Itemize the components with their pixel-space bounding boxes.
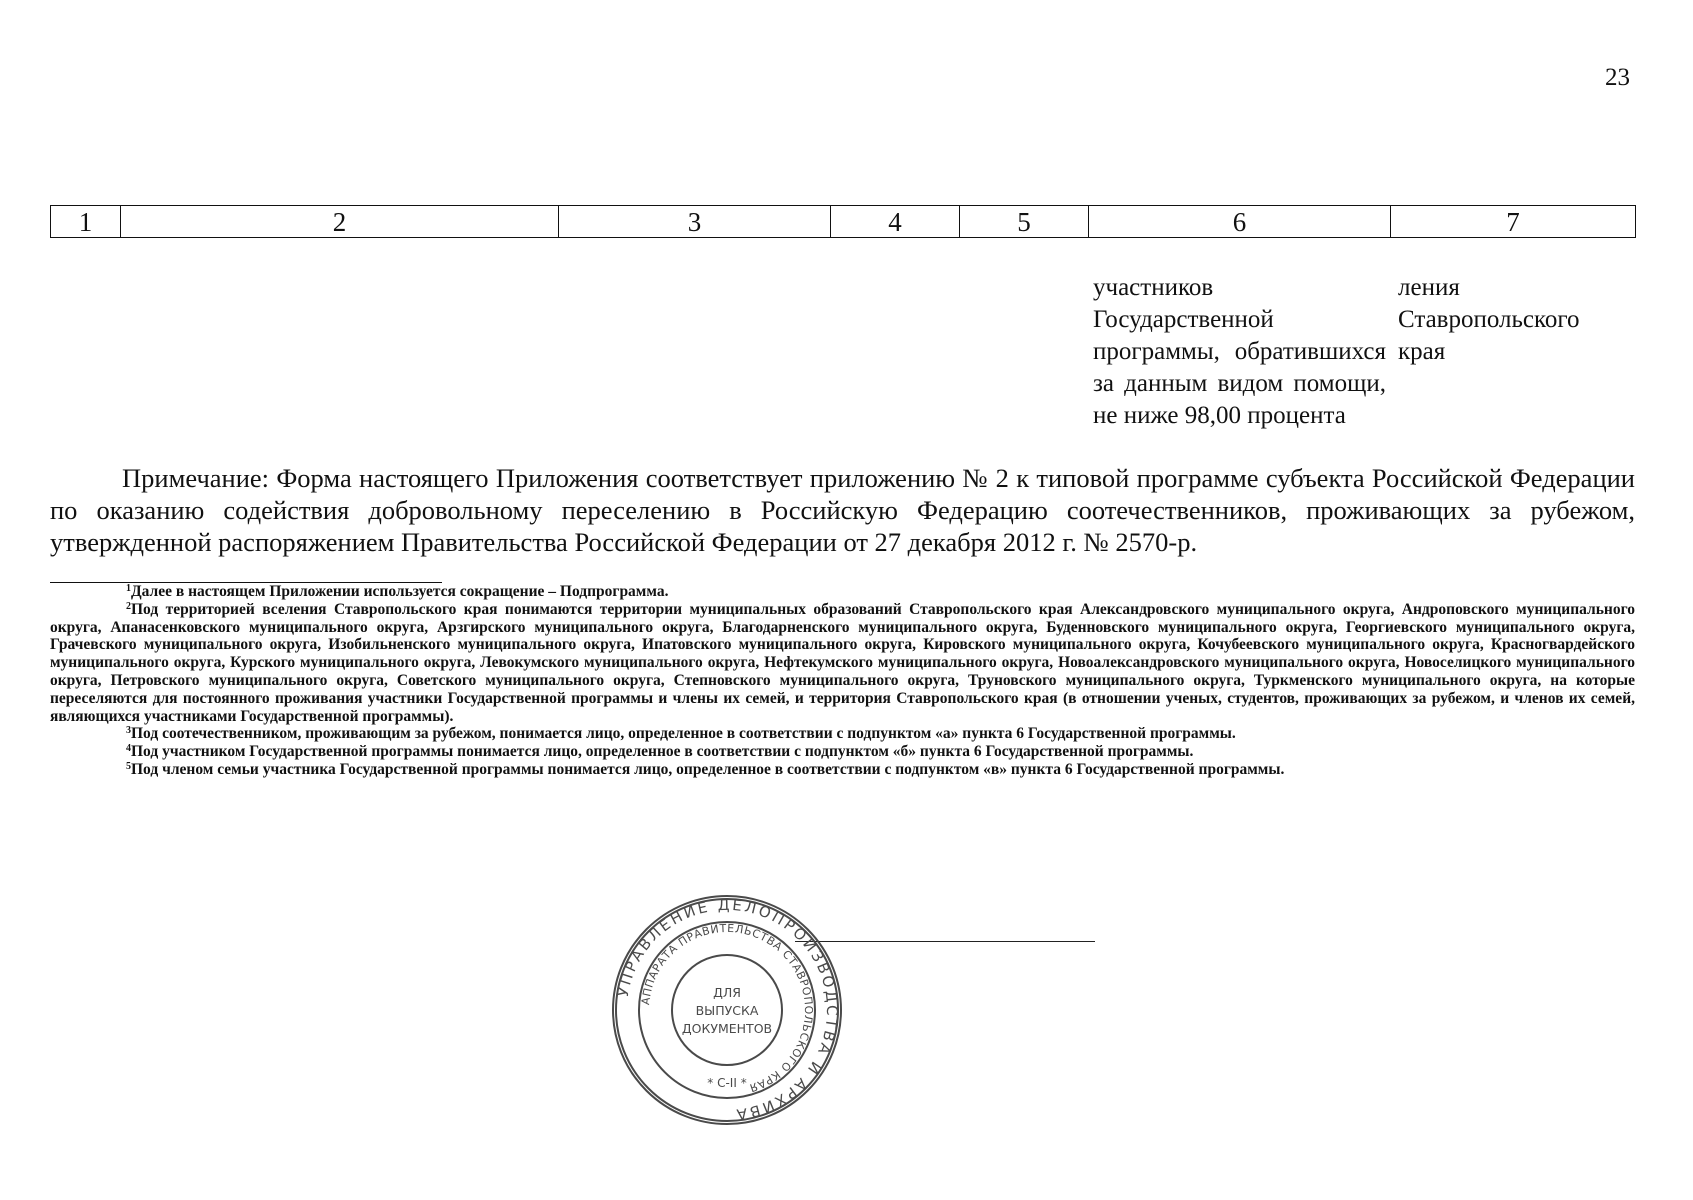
footnote-4	[50, 743, 1635, 761]
stamp-inner-text: АППАРАТА ПРАВИТЕЛЬСТВА СТАВРОПОЛЬСКОГО КРАЯ	[639, 921, 816, 1095]
footnote-2	[50, 601, 1635, 726]
stamp-outer-text: УПРАВЛЕНИЕ ДЕЛОПРОИЗВОДСТВА И АРХИВА	[613, 895, 842, 1124]
footnote-text: Далее в настоящем Приложении используется сокращение – Подпрограмма.	[131, 583, 669, 600]
column-header-1: 1	[51, 206, 121, 238]
footnote-text: Под участником Государственной программы понимается лицо, определенное в соответствии с подпунктом «б» пункта 6 Государственной программы.	[131, 743, 1194, 761]
footnote-mark: 5	[126, 760, 131, 772]
footnote-3	[50, 725, 1635, 743]
footnote-text: Под членом семьи участника Государственной программы понимается лицо, определенное в соответствии с подпунктом «в» пункта 6 Государственной программы.	[131, 760, 1285, 778]
footnote-5	[50, 761, 1635, 779]
footnote-mark: 4	[126, 743, 131, 755]
stamp-center-line-1: ДЛЯ	[713, 985, 741, 1000]
footnote-1	[50, 583, 1635, 601]
official-stamp	[607, 890, 847, 1130]
stamp-center-line-2: ВЫПУСКА	[695, 1003, 759, 1018]
footnote-mark: 2	[126, 600, 131, 612]
stamp-center-line-3: ДОКУМЕНТОВ	[681, 1021, 773, 1036]
note-paragraph: Примечание: Форма настоящего Приложения соответствует приложению № 2 к типовой программе субъекта Российской Федерации по оказанию содействия добровольному переселению в Российскую Федерацию соотечественников, проживающих за рубежом, утвержденной распоряжением Правительства Российской Федерации от 27 декабря 2012 г. № 2570-р.	[50, 463, 1635, 557]
page-number: 23	[1605, 64, 1630, 91]
footnote-text: Под территорией вселения Ставропольского края понимаются территории муниципальных образований Ставропольского края Александровского муниципального округа, Андроповского муниципального округа, Апанасенковского муниципального округа, Арзгирского муниципального округа, Благодарненского муниципального округа, Буденновского муниципального округа, Георгиевского муниципального округа, Грачевского муниципального округа, Изобильненского муниципального округа, Ипатовского муниципального округа, Кировского муниципального округа, Кочубеевского муниципального округа, Красногвардейского муниципального округа, Курского муниципального округа, Левокумского муниципального округа, Нефтекумского муниципального округа, Новоалександровского муниципального округа, Новоселицкого муниципального округа, Петровского муниципального округа, Советского муниципального округа, Степновского муниципального округа, Труновского муниципального округа, Туркменского муниципального округа, на которые переселяются для постоянного проживания участники Государственной программы и члены их семей, и территория Ставропольского края (в отношении ученых, студентов, проживающих за рубежом, и членов их семей, являющихся участниками Государственной программы).	[50, 600, 1635, 725]
column-header-5: 5	[960, 206, 1089, 238]
table-cell-col6-continuation: участников Государственной программы, обратившихся за данным видом помощи, не ниже 98,00 процента	[1093, 274, 1386, 429]
column-header-6: 6	[1089, 206, 1391, 238]
column-header-3: 3	[559, 206, 831, 238]
table-header-row	[51, 206, 1636, 238]
column-header-2: 2	[121, 206, 559, 238]
footnotes	[50, 583, 1635, 779]
column-header-4: 4	[831, 206, 960, 238]
table-cell-col7-continuation: ления Ставропольского края	[1398, 274, 1580, 365]
stamp-code: * С-II *	[707, 1076, 747, 1090]
footnote-mark: 3	[126, 725, 131, 737]
footnote-mark: 1	[126, 583, 131, 594]
column-number-header-table	[50, 205, 1636, 238]
footnote-text: Под соотечественником, проживающим за рубежом, понимается лицо, определенное в соответствии с подпунктом «а» пункта 6 Государственной программы.	[131, 725, 1236, 743]
column-header-7: 7	[1391, 206, 1636, 238]
